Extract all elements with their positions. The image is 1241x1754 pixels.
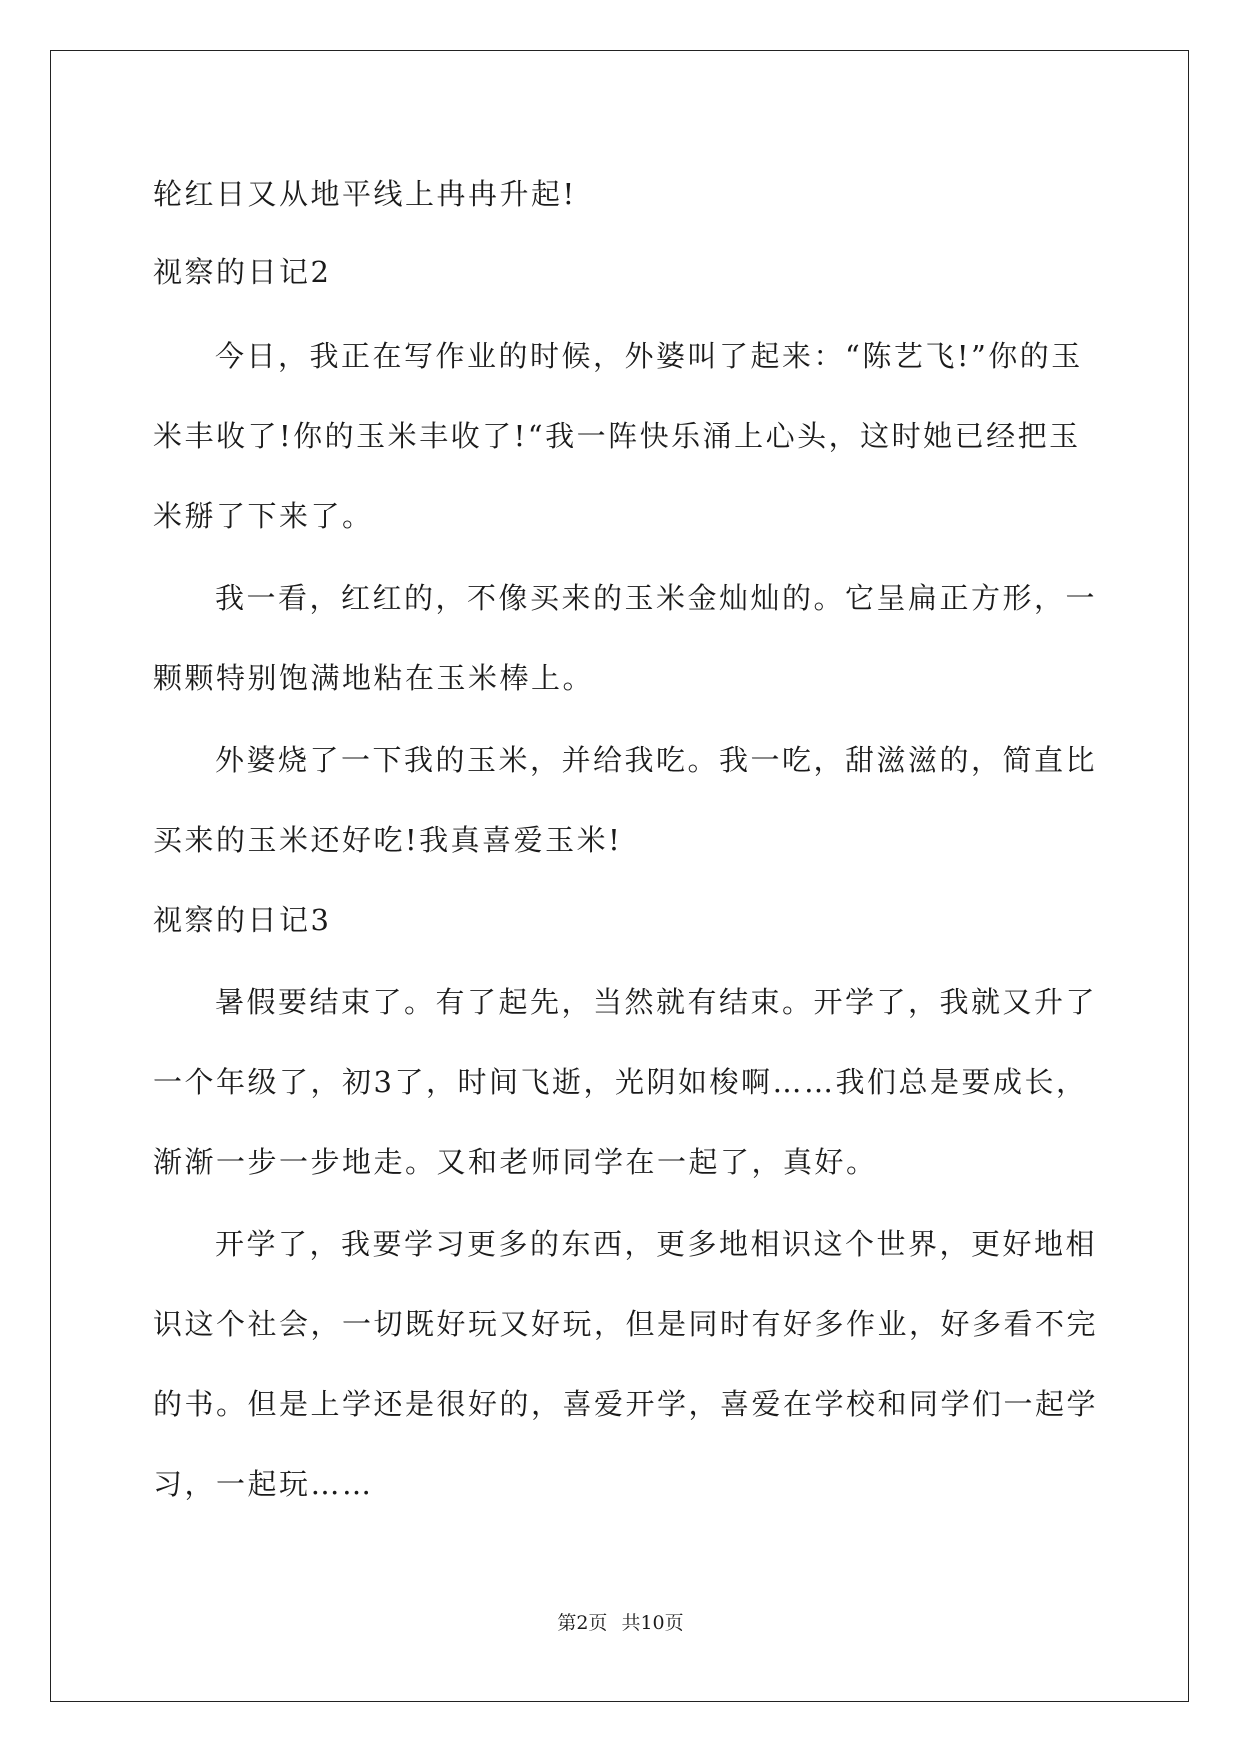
paragraph-line: 暑假要结束了。有了起先，当然就有结束。开学了，我就又升了 <box>215 985 1098 1019</box>
section-heading: 视察的日记2 <box>153 255 332 289</box>
text-line: 颗颗特别饱满地粘在玉米棒上。 <box>153 661 595 695</box>
paragraph-line: 今日，我正在写作业的时候，外婆叫了起来：“陈艺飞!”你的玉 <box>215 339 1083 373</box>
current-page-number: 第2页 <box>557 1612 608 1634</box>
text-line: 识这个社会，一切既好玩又好玩，但是同时有好多作业，好多看不完 <box>153 1307 1099 1341</box>
text-line: 米掰了下来了。 <box>153 499 374 533</box>
page-footer <box>0 1610 1241 1636</box>
text-line: 轮红日又从地平线上冉冉升起! <box>153 177 577 211</box>
text-line: 渐渐一步一步地走。又和老师同学在一起了，真好。 <box>153 1145 878 1179</box>
text-line: 一个年级了，初3了，时间飞逝，光阴如梭啊……我们总是要成长， <box>153 1065 1088 1099</box>
paragraph-line: 开学了，我要学习更多的东西，更多地相识这个世界，更好地相 <box>215 1227 1098 1261</box>
paragraph-line: 我一看，红红的，不像买来的玉米金灿灿的。它呈扁正方形，一 <box>215 581 1098 615</box>
text-line: 的书。但是上学还是很好的，喜爱开学，喜爱在学校和同学们一起学 <box>153 1387 1099 1421</box>
page-border <box>50 50 1189 1702</box>
text-line: 米丰收了!你的玉米丰收了!“我一阵快乐涌上心头，这时她已经把玉 <box>153 419 1081 453</box>
text-line: 买来的玉米还好吃!我真喜爱玉米! <box>153 823 623 857</box>
section-heading: 视察的日记3 <box>153 903 332 937</box>
paragraph-line: 外婆烧了一下我的玉米，并给我吃。我一吃，甜滋滋的，简直比 <box>215 743 1098 777</box>
text-line: 习，一起玩…… <box>153 1467 374 1501</box>
total-pages: 共10页 <box>621 1612 684 1634</box>
